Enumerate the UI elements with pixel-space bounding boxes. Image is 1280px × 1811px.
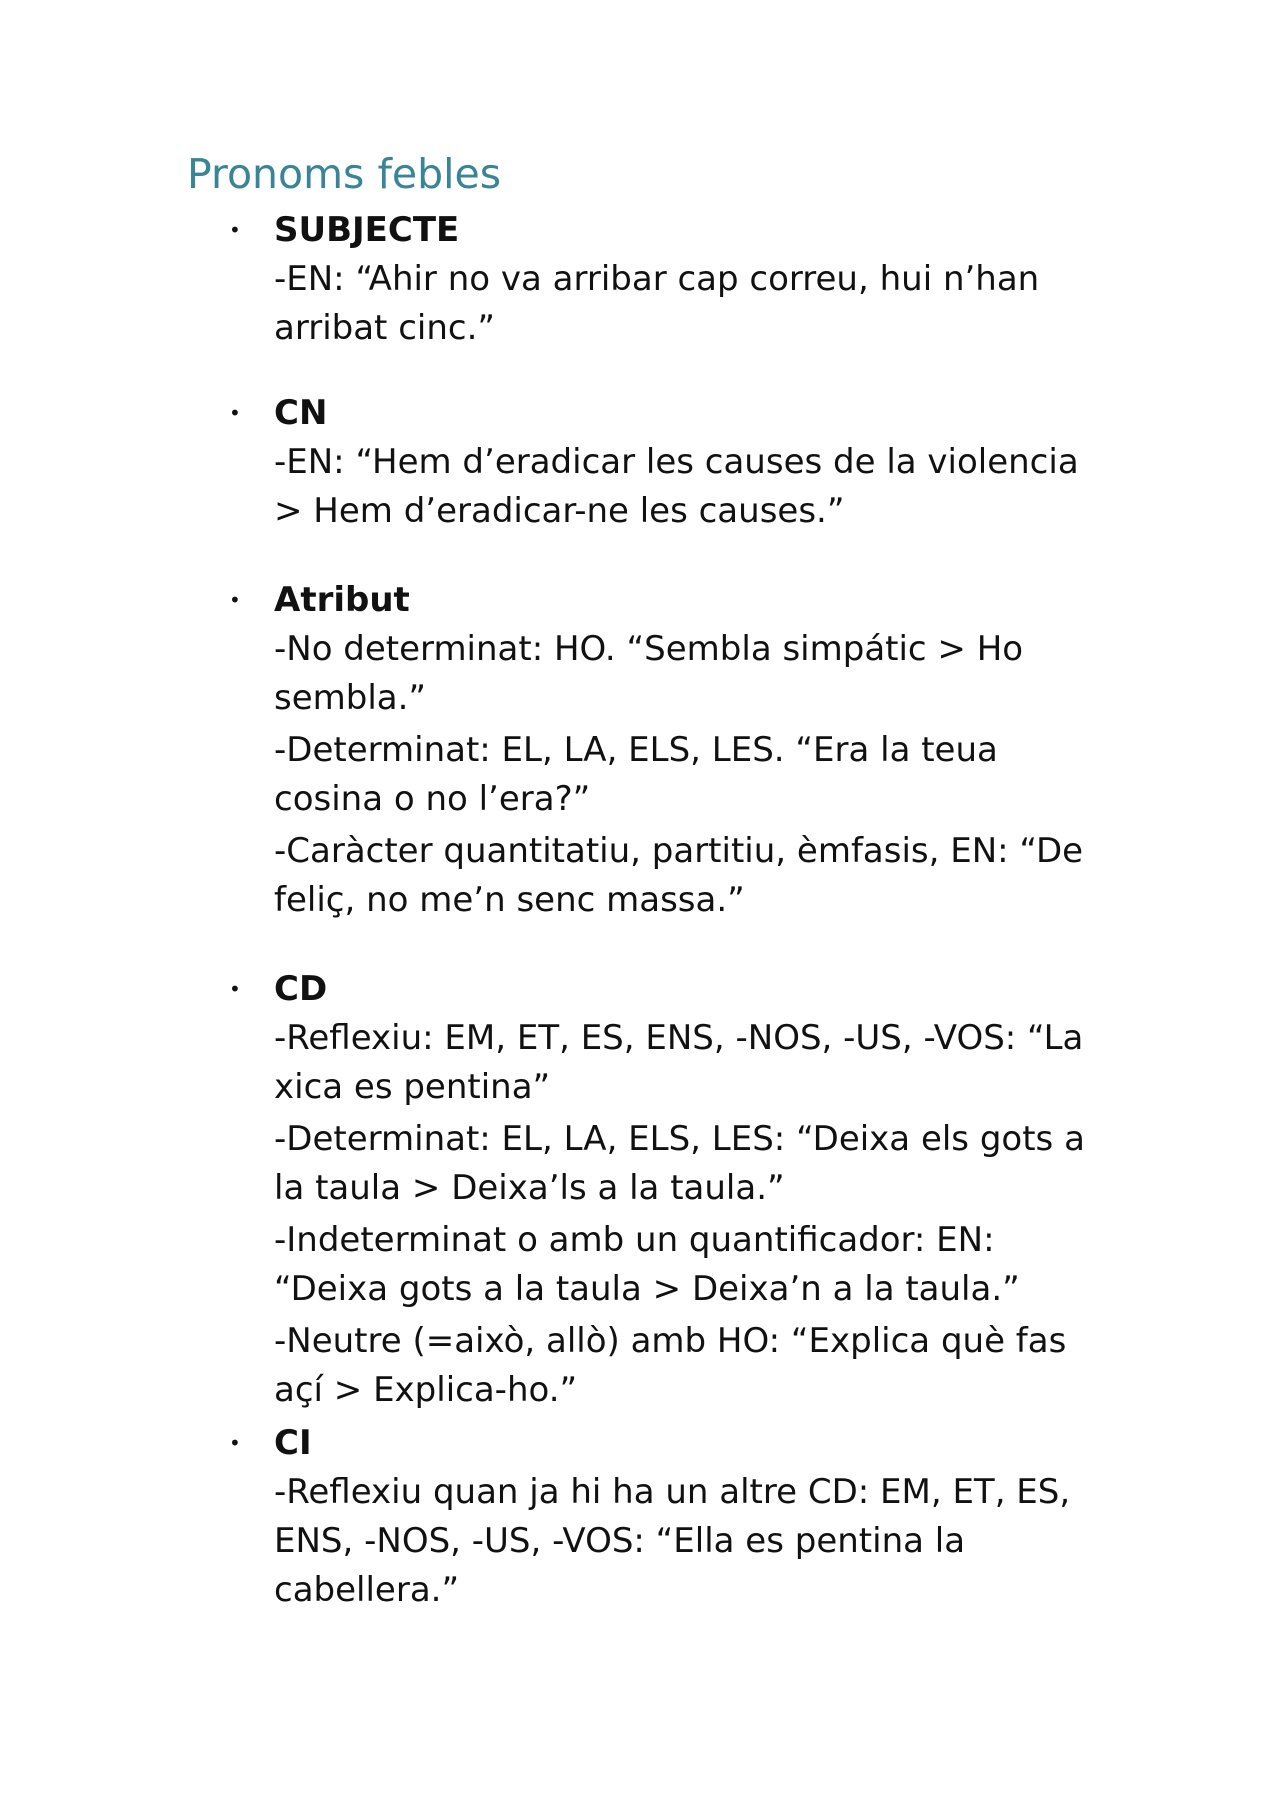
section-ci	[0, 1418, 1104, 1615]
section-heading: CD	[274, 969, 328, 1009]
bullet-icon: •	[229, 977, 241, 1001]
section-heading: SUBJECTE	[274, 210, 460, 250]
section-paragraph: -EN: “Hem d’eradicar les causes de la violencia > Hem d’eradicar-ne les causes.”	[274, 442, 1079, 531]
bullet-icon: •	[229, 401, 241, 425]
section-heading: CN	[274, 393, 328, 433]
section-atribut	[0, 575, 1104, 925]
page-title: Pronoms febles	[187, 150, 502, 198]
section-paragraph: -Reflexiu quan ja hi ha un altre CD: EM, ET, ES, ENS, -NOS, -US, -VOS: “Ella es pentina la cabellera.”	[274, 1472, 1071, 1610]
bullet-icon: •	[229, 218, 241, 242]
section-list	[0, 205, 1280, 1618]
section-paragraph: -Determinat: EL, LA, ELS, LES: “Deixa els gots a la taula > Deixa’ls a la taula.”	[274, 1119, 1085, 1208]
section-paragraph: -Caràcter quantitatiu, partitiu, èmfasis, EN: “De feliç, no me’n senc massa.”	[274, 831, 1084, 920]
section-subjecte	[0, 205, 1104, 353]
section-paragraph: -Neutre (=això, allò) amb HO: “Explica què fas açí > Explica-ho.”	[274, 1321, 1067, 1410]
bullet-icon: •	[229, 1431, 241, 1455]
section-paragraph: -EN: “Ahir no va arribar cap correu, hui n’han arribat cinc.”	[274, 259, 1040, 348]
section-cd	[0, 964, 1104, 1415]
section-paragraph: -Reflexiu: EM, ET, ES, ENS, -NOS, -US, -VOS: “La xica es pentina”	[274, 1018, 1084, 1107]
section-paragraph: -Indeterminat o amb un quantificador: EN: “Deixa gots a la taula > Deixa’n a la taula.”	[274, 1220, 1020, 1309]
section-paragraph: -No determinat: HO. “Sembla simpátic > Ho sembla.”	[274, 629, 1024, 718]
section-heading: CI	[274, 1423, 312, 1463]
section-paragraph: -Determinat: EL, LA, ELS, LES. “Era la teua cosina o no l’era?”	[274, 730, 998, 819]
section-heading: Atribut	[274, 580, 410, 620]
section-cn	[0, 388, 1104, 536]
bullet-icon: •	[229, 588, 241, 612]
